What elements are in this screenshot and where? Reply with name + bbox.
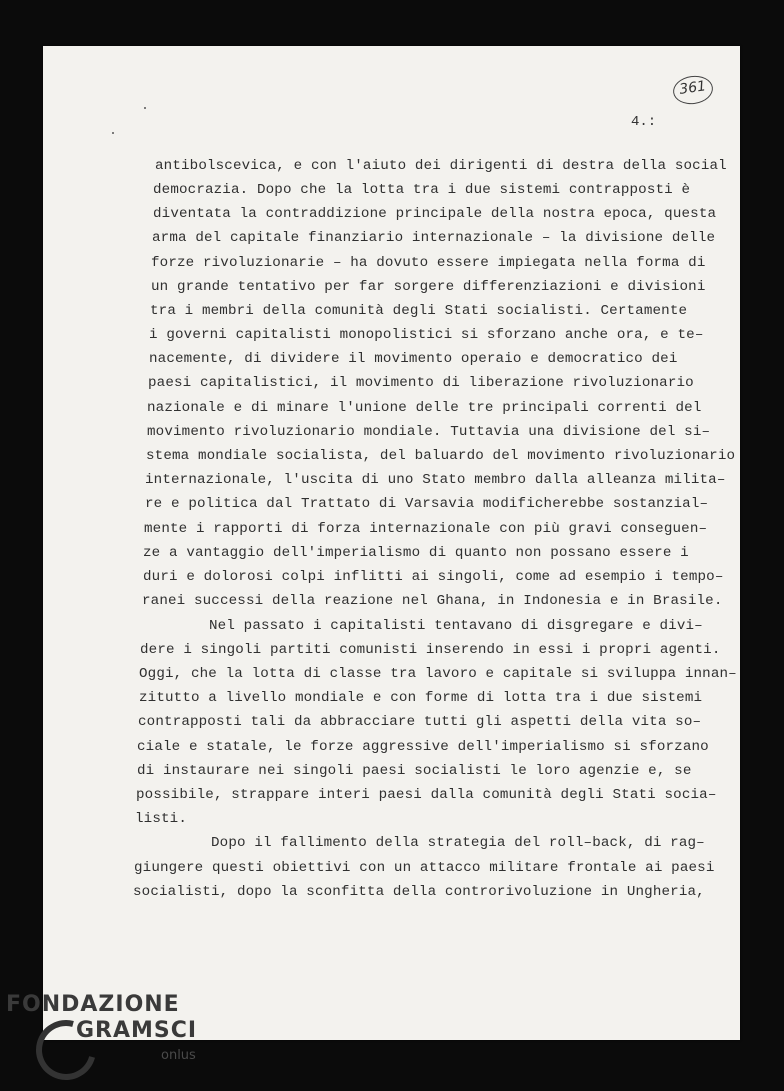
- text-line: movimento rivoluzionario mondiale. Tuttavia una divisione del si–: [147, 424, 711, 440]
- text-line: diventata la contraddizione principale della nostra epoca, questa: [153, 206, 717, 222]
- text-line: tra i membri della comunità degli Stati socialisti. Certamente: [150, 303, 688, 319]
- text-line: duri e dolorosi colpi inflitti ai singoli, come ad esempio i tempo–: [143, 569, 724, 585]
- page-number: 4.:: [631, 114, 657, 130]
- text-line: di instaurare nei singoli paesi socialisti le loro agenzie e, se: [137, 763, 692, 779]
- text-line: zitutto a livello mondiale e con forme di lotta tra i due sistemi: [139, 690, 703, 706]
- text-line: Nel passato i capitalisti tentavano di disgregare e divi–: [209, 618, 703, 634]
- text-line: un grande tentativo per far sorgere differenziazioni e divisioni: [151, 279, 706, 295]
- text-line: internazionale, l'uscita di uno Stato membro dalla alleanza milita–: [145, 472, 726, 488]
- text-line: antibolscevica, e con l'aiuto dei dirigenti di destra della social: [155, 158, 727, 174]
- logo-line-3: onlus: [161, 1048, 196, 1063]
- text-line: stema mondiale socialista, del baluardo del movimento rivoluzionario: [146, 448, 736, 464]
- text-line: Dopo il fallimento della strategia del roll–back, di rag–: [211, 835, 705, 851]
- document-page: [43, 46, 740, 1040]
- fondazione-gramsci-logo: [6, 992, 196, 1072]
- logo-line-1: FONDAZIONE: [6, 992, 180, 1017]
- text-line: forze rivoluzionarie – ha dovuto essere impiegata nella forma di: [151, 255, 706, 271]
- archive-stamp: 361: [671, 73, 715, 106]
- text-line: giungere questi obiettivi con un attacco militare frontale ai paesi: [134, 860, 715, 876]
- text-line: socialisti, dopo la sconfitta della controrivoluzione in Ungheria,: [133, 884, 705, 900]
- text-line: i governi capitalisti monopolistici si sforzano anche ora, e te–: [149, 327, 704, 343]
- text-line: nazionale e di minare l'unione delle tre principali correnti del: [147, 400, 702, 416]
- text-line: possibile, strappare interi paesi dalla comunità degli Stati socia–: [136, 787, 717, 803]
- text-line: contrapposti tali da abbracciare tutti gli aspetti della vita so–: [138, 714, 702, 730]
- text-line: ranei successi della reazione nel Ghana, in Indonesia e in Brasile.: [142, 593, 723, 609]
- paper-speck: [144, 107, 146, 109]
- paper-speck: [112, 132, 114, 134]
- text-line: nacemente, di dividere il movimento operaio e democratico dei: [149, 351, 678, 367]
- text-line: dere i singoli partiti comunisti inserendo in essi i propri agenti.: [140, 642, 721, 658]
- text-line: democrazia. Dopo che la lotta tra i due sistemi contrapposti è: [153, 182, 691, 198]
- text-line: ciale e statale, le forze aggressive dell'imperialismo si sforzano: [137, 739, 709, 755]
- text-line: re e politica dal Trattato di Varsavia modificherebbe sostanzial–: [145, 496, 709, 512]
- text-line: paesi capitalistici, il movimento di liberazione rivoluzionario: [148, 375, 694, 391]
- logo-line-2: GRAMSCI: [76, 1018, 198, 1043]
- text-line: listi.: [135, 811, 187, 827]
- text-line: mente i rapporti di forza internazionale con più gravi conseguen–: [144, 521, 708, 537]
- text-line: arma del capitale finanziario internazionale – la divisione delle: [152, 230, 716, 246]
- text-line: Oggi, che la lotta di classe tra lavoro e capitale si sviluppa innan–: [139, 666, 737, 682]
- text-line: ze a vantaggio dell'imperialismo di quanto non possano essere i: [143, 545, 689, 561]
